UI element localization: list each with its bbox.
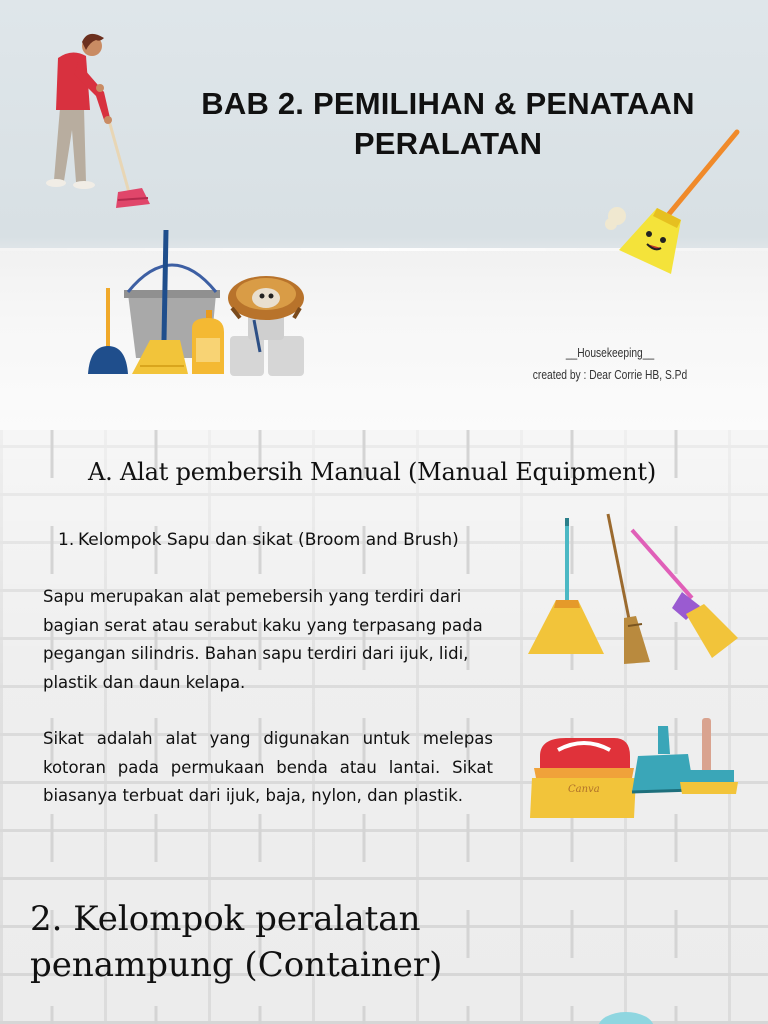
- credit-block: [520, 342, 700, 386]
- content-slide: [0, 430, 768, 1024]
- broom-description: Sapu merupakan alat pemebersih yang terdiri dari bagian serat atau serabut kaku yang terpasang pada pegangan silindris. Bahan sapu terdiri dari ijuk, lidi, plastik dan daun kelapa.: [43, 587, 483, 692]
- brush-description: Sikat adalah alat yang digunakan untuk melepas kotoran pada permukaan benda atau lantai. Sikat biasanya terbuat dari ijuk, baja, nylon, dan plastik.: [43, 729, 493, 805]
- page-title-line-1: BAB 2. PEMILIHAN & PENATAAN: [201, 86, 695, 121]
- tortoise-image: [224, 268, 310, 322]
- list-item-label: Kelompok Sapu dan sikat (Broom and Brush): [78, 530, 459, 550]
- brushes-illustration: [526, 716, 742, 822]
- title-slide: [0, 0, 768, 430]
- section-2-title-line-2: penampung (Container): [30, 945, 443, 985]
- page-title: [160, 84, 736, 164]
- section-2-title: [30, 896, 590, 988]
- teal-circle-decoration: [596, 1010, 656, 1024]
- canva-brand-mark: Canva: [568, 784, 600, 795]
- section-2-title-line-1: 2. Kelompok peralatan: [30, 899, 421, 939]
- section-a-title: A. Alat pembersih Manual (Manual Equipment): [87, 458, 656, 486]
- author-label: created by : Dear Corrie HB, S.Pd: [532, 368, 688, 382]
- list-item-number: 1.: [58, 530, 75, 550]
- page-title-line-2: PERALATAN: [353, 126, 543, 161]
- brooms-illustration: [526, 512, 742, 666]
- subject-label: __Housekeeping__: [565, 346, 655, 360]
- man-sweeping-illustration: [38, 30, 158, 210]
- list-item-broom-brush: [58, 530, 459, 550]
